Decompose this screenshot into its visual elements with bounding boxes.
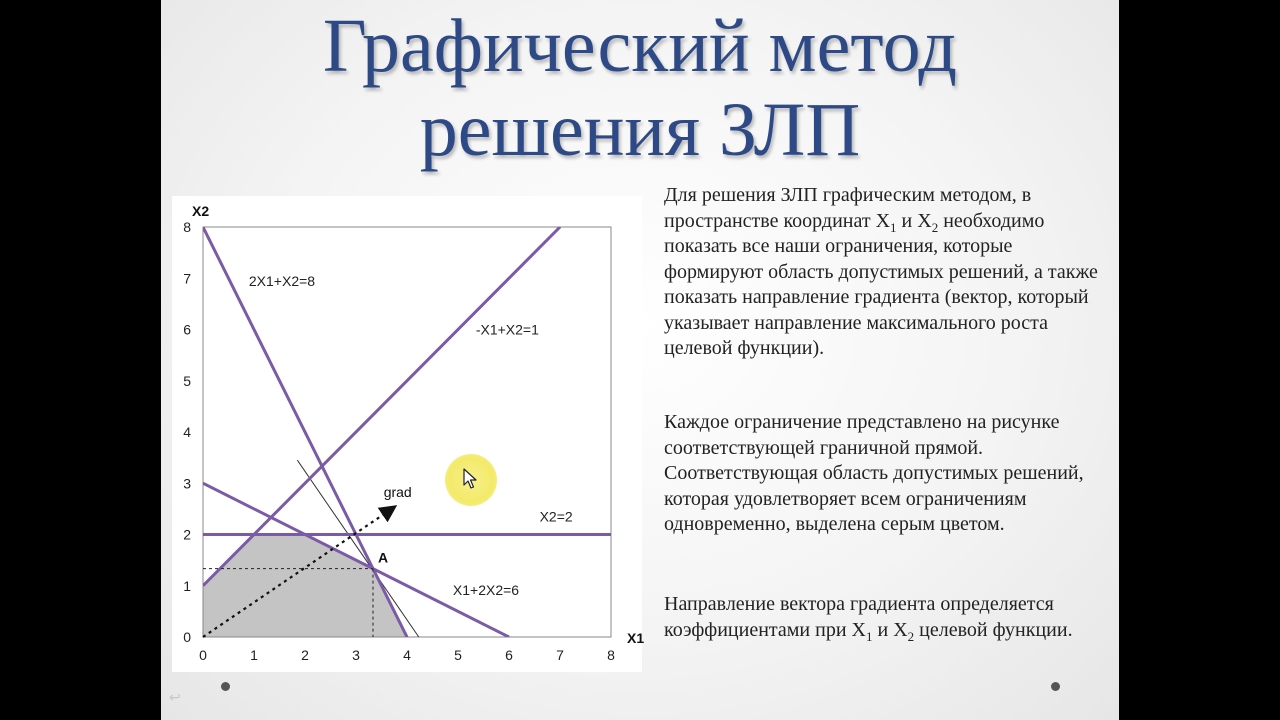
title-line-2: решения ЗЛП xyxy=(419,88,861,172)
nav-dot-right[interactable] xyxy=(1051,682,1060,691)
x-tick-2: 2 xyxy=(301,647,309,663)
x-tick-8: 8 xyxy=(607,647,615,663)
x-axis-label: X1 xyxy=(627,630,645,646)
p1-text-a: Для решения ЗЛП графическим методом, в пространстве координат X xyxy=(664,184,1032,232)
paragraph-1 xyxy=(664,183,1114,362)
p3-text-b: и X xyxy=(872,618,908,641)
y-tick-6: 6 xyxy=(183,321,191,338)
paragraph-3 xyxy=(664,592,1114,643)
constraint-label-4: X1+2X2=6 xyxy=(452,581,520,598)
p3-text-c: целевой функции. xyxy=(914,618,1073,641)
constraint-label-1: 2X1+X2=8 xyxy=(248,272,316,289)
y-tick-5: 5 xyxy=(183,372,191,389)
y-tick-0: 0 xyxy=(183,629,191,645)
y-tick-2: 2 xyxy=(183,526,191,543)
y-tick-8: 8 xyxy=(183,219,191,235)
p1-sub-1: 1 xyxy=(890,219,897,235)
back-arrow-icon[interactable]: ↩ xyxy=(169,690,181,706)
x-tick-3: 3 xyxy=(352,647,360,663)
mouse-pointer-icon xyxy=(463,468,477,490)
gradient-label: grad xyxy=(383,483,412,500)
x-tick-0: 0 xyxy=(199,647,207,663)
p1-text-b: и X xyxy=(896,209,932,232)
point-a-label: A xyxy=(377,549,389,566)
p1-text-c: необходимо показать все наши ограничения, которые формируют область допустимых решений, а также показать направление градиента (вектор, который указывает направление максимального роста целевой функции). xyxy=(664,209,1098,359)
x-tick-6: 6 xyxy=(505,647,513,663)
slide-title xyxy=(161,4,1119,172)
x-tick-7: 7 xyxy=(556,647,564,663)
feasible-region xyxy=(203,535,407,638)
title-line-1: Графический метод xyxy=(322,4,958,88)
x-tick-5: 5 xyxy=(454,647,462,663)
constraint-label-2: -X1+X2=1 xyxy=(475,321,539,338)
x-tick-1: 1 xyxy=(250,647,258,663)
nav-dot-left[interactable] xyxy=(221,682,230,691)
lp-chart xyxy=(172,196,645,672)
paragraph-2: Каждое ограничение представлено на рисунке соответствующей граничной прямой. Соответствующая область допустимых решений, которая удовлетворяет всем ограничениям одновременно, выделена серым цветом. xyxy=(664,411,1084,535)
chart-area xyxy=(172,196,645,672)
p3-text-a: Направление вектора градиента определяется коэффициентами при X xyxy=(664,593,1054,641)
y-tick-4: 4 xyxy=(183,424,191,440)
p3-sub-2: 2 xyxy=(907,628,915,644)
slide xyxy=(161,0,1119,720)
y-axis-label: X2 xyxy=(192,203,210,219)
y-tick-1: 1 xyxy=(183,577,191,594)
y-tick-7: 7 xyxy=(183,270,191,287)
p3-sub-1: 1 xyxy=(865,628,873,644)
p1-sub-2: 2 xyxy=(931,219,939,235)
constraint-label-3: X2=2 xyxy=(539,508,573,525)
x-tick-4: 4 xyxy=(403,647,411,663)
y-tick-3: 3 xyxy=(183,475,191,492)
